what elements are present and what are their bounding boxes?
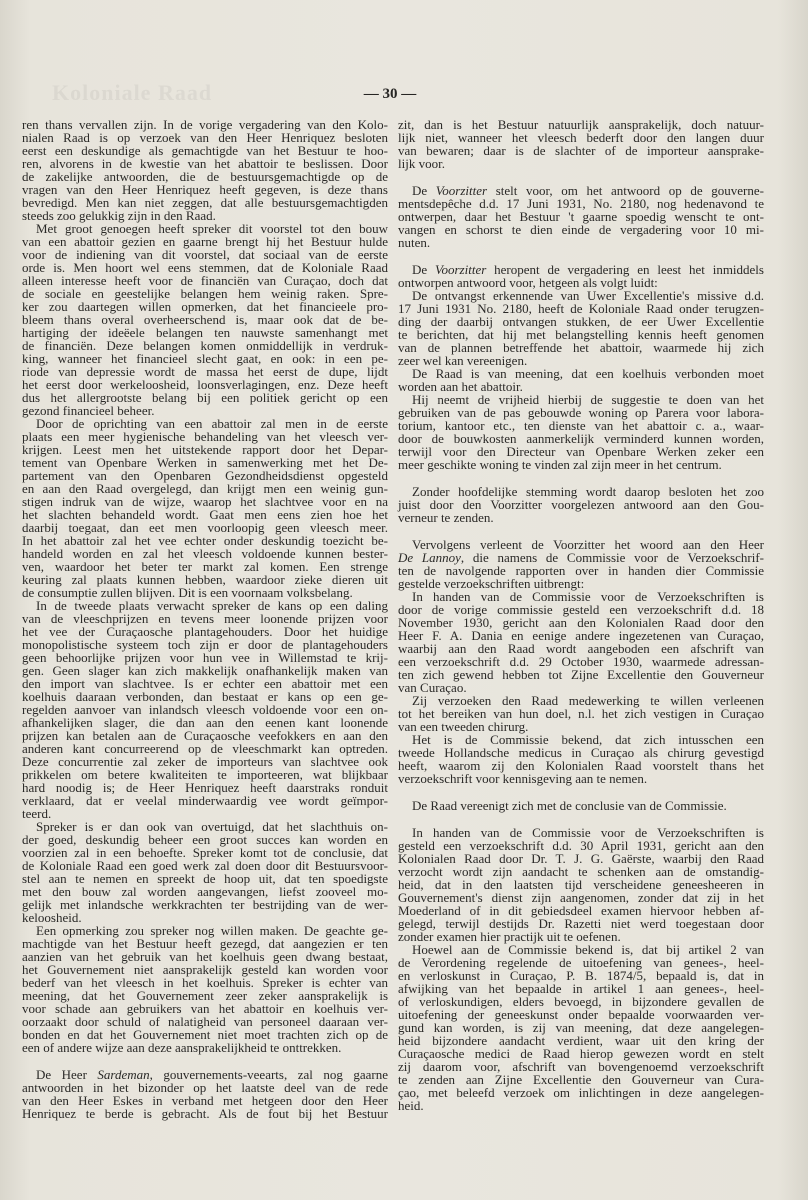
text-line: heeft, waarom zij den Kolonialen Raad voorstelt thans het (398, 758, 764, 773)
text-line: orde is. Men hoort wel eens stemmen, dat de Koloniale Raad (22, 260, 388, 275)
paragraph (398, 118, 764, 170)
text-line: door de bouwkosten aanmerkelijk verminderd kunnen worden, (398, 431, 764, 446)
text-line: bonden en dat het Gouvernement niet moet trachten zich op de (22, 1027, 388, 1042)
text-line: en aan den Raad overgelegd, dan krijgt men een weinig gun- (22, 481, 388, 496)
italic-name: De Lannoy (398, 550, 461, 565)
text-segment: stelt voor, om het antwoord op de gouverne- (487, 183, 764, 198)
text-line: gestelde verzoekschriften uitbrengt: (398, 576, 585, 591)
text-block (398, 799, 764, 812)
text-line: gebruiken van de pas gebouwde woning op Parera voor labora- (398, 405, 764, 420)
text-line: het slachten behandeld wordt. Gaat men eens zien hoe het (22, 507, 388, 522)
text-line: tot het bereiken van hun doel, n.l. het zich vestigen in Curaçao (398, 706, 764, 721)
text-line: geen behoorlijke prijzen voor hun vee in Willemstad te krij- (22, 650, 388, 665)
text-line: heid. (398, 1098, 424, 1113)
text-line: prijzen kan betalen aan de Curaçaosche veefokkers en aan den (22, 728, 388, 743)
text-line: gelijk met inlandsche werkkrachten ter bestrijding van de wer- (22, 897, 388, 912)
text-line: partement van den Openbaren Gezondheidsdienst opgesteld (22, 468, 388, 483)
text-line: anderen kant concurreerend op de vleeschmarkt kan optreden. (22, 741, 388, 756)
text-line: ker zou daartegen willen opmerken, dat het financieele pro- (22, 299, 388, 314)
text-line: hartiging der ideëele belangen ten nauwste samenhangt met (22, 325, 388, 340)
text-line: van den Heer Eskes in verband met hetgeen door den Heer (22, 1093, 388, 1108)
italic-name: Voorzitter (435, 262, 487, 277)
text-line: heid bijzondere aandacht verdient, waar uit den kring der (398, 1033, 764, 1048)
text-line: handeld worden en zal het vleesch voldoende kunnen bester- (22, 546, 388, 561)
text-line: Hij neemt de vrijheid hierbij de suggestie te doen van het (412, 392, 764, 407)
text-line: prikkelen om betere kwaliteiten te importeeren, wat blijkbaar (22, 767, 388, 782)
text-line: of verloskundigen, elders bevoegd, in bijzondere gevallen de (398, 994, 764, 1009)
text-line: November 1930, gericht aan den Kolonialen Raad door den (398, 615, 764, 630)
text-line: ontworpen antwoord voor, hetgeen als volgt luidt: (398, 275, 658, 290)
text-line: Gouvernement's dienst zijn aangenomen, zonder dat zij in het (398, 890, 764, 905)
text-line: uitoefening der geneeskunst onder bepaalde voorwaarden ver- (398, 1007, 764, 1022)
text-block (22, 1068, 388, 1120)
text-line: steeds zoo gelukkig zijn in den Raad. (22, 208, 216, 223)
text-line: voor de indiening van dit voorstel, dat sociaal van de eerste (22, 247, 388, 262)
text-line: ren thans vervallen zijn. In de vorige vergadering van den Kolo- (22, 117, 388, 132)
text-line: vangen en schorst te dien einde de vergadering voor 10 mi- (398, 222, 764, 237)
text-line: de consumptie zullen blijven. Dit is een voornaam volksbelang. (22, 585, 353, 600)
text-line: verzocht wordt zijn aandacht te schenken aan de omstandig- (398, 864, 764, 879)
text-line: Vervolgens verleent de Voorzitter het woord aan den Heer (412, 537, 764, 552)
text-line: daarbij toegaat, dan eet men voorloopig geen vleesch meer. (22, 520, 388, 535)
paragraph (398, 590, 764, 694)
text-line: antwoorden in het bizonder op het laatste deel van de rede (22, 1080, 388, 1095)
text-line: ren, alvorens in de kwestie van het abattoir te beslissen. Door (22, 156, 388, 171)
text-line: zij daarom voor, afschrift van bovengenoemd verzoekschrift (398, 1059, 764, 1074)
paragraph (398, 289, 764, 367)
left-column (22, 118, 388, 1120)
text-line: ding der daarbij ontvangen stukken, de eer Uwer Excellentie (398, 314, 764, 329)
text-line: stel aan te nemen en spreekt de hoop uit, dat ten spoedigste (22, 871, 388, 886)
text-line: riode van depressie wordt de massa het eerst de dupe, lijdt (22, 364, 388, 379)
text-line: een verzoekschrift d.d. 29 October 1930, waarmede adressan- (398, 654, 764, 669)
text-line: het vee der Curaçaosche plantagehouders. Door het huidige (22, 624, 388, 639)
text-line: juist door den Voorzitter voorgelezen antwoord aan den Gou- (398, 497, 764, 512)
text-line: Kolonialen Raad door Dr. T. J. G. Gaërste, waarbij den Raad (398, 851, 764, 866)
text-line: gesteld een verzoekschrift d.d. 30 April 1931, gericht aan den (398, 838, 764, 853)
text-line: een of andere wijze aan deze aansprakelijkheid te onttrekken. (22, 1040, 342, 1055)
text-line: gezond financieel beheer. (22, 403, 155, 418)
paragraph (398, 263, 764, 289)
text-line: keuring zal plaats kunnen hebben, waardoor zieke dieren uit (22, 572, 388, 587)
text-line: In de tweede plaats verwacht spreker de kans op een daling (36, 598, 388, 613)
text-line: der goed, deskundig beheer een groot succes kan worden en (22, 832, 388, 847)
text-block (398, 826, 764, 1112)
text-line: gen. Geen slager kan zich makkelijk onafhankelijk maken van (22, 663, 388, 678)
ghost-header: Koloniale Raad (52, 80, 213, 105)
text-line: Het is de Commissie bekend, dat zich intusschen een (412, 732, 764, 747)
text-line: door de vorige commissie gesteld een verzoekschrift d.d. 18 (398, 602, 764, 617)
text-line: oorzaakt door schuld of nalatigheid van personeel daaraan ver- (22, 1014, 388, 1029)
text-line: Curaçaosche medici de Raad hierop gewezen wordt en stelt (398, 1046, 764, 1061)
text-line: worden aan het abattoir. (398, 379, 523, 394)
text-segment: , gouvernements-veearts, zal nog gaarne (149, 1067, 388, 1082)
text-line: plaats een meer hygienische behandeling van het vleesch ver- (22, 429, 388, 444)
text-line: gund kan worden, is zij van meening, dat deze aangelegen- (398, 1020, 764, 1035)
paragraph (22, 1068, 388, 1120)
text-segment: , die namens de Commissie voor de Verzoekschrif- (460, 550, 764, 565)
paragraph (398, 485, 764, 524)
text-line: de zakelijke antwoorden, die de bestuursgemachtigde op de (22, 169, 388, 184)
text-line: ten de navolgende rapporten over in handen dier Commissie (398, 563, 764, 578)
paragraph (398, 393, 764, 471)
text-line: Een opmerking zou spreker nog willen maken. De geachte ge- (36, 923, 388, 938)
text-line: In handen van de Commissie voor de Verzoekschriften is (412, 589, 764, 604)
text-line: tweede Hollandsche medicus in Curaçao als chirurg gevestigd (398, 745, 764, 760)
paragraph (398, 694, 764, 733)
italic-name: Sardeman (97, 1067, 150, 1082)
text-line: ten zich gewend hebben tot Zijne Excellentie den Gouverneur (398, 667, 764, 682)
text-line: In het abattoir zal het vee echter onder deskundig toezicht be- (22, 533, 388, 548)
text-line: lijk niet, wanneer het vleesch bederft door den langen duur (398, 130, 764, 145)
text-line: meer geschikte woning te vinden zal zijn meer in het centrum. (398, 457, 722, 472)
text-line: eerst een deskundige als gemachtigde van het Bestuur te hoo- (22, 143, 388, 158)
text-line: Moederland of in dit gebiedsdeel examen hiervoor hebben af- (398, 903, 764, 918)
text-line: Henriquez te berde is gebracht. Als de fout bij het Bestuur (22, 1106, 388, 1121)
text-line: hard noodig is; de Heer Henriquez heeft daarstraks ronduit (22, 780, 388, 795)
text-line: nuten. (398, 235, 431, 250)
paragraph (398, 367, 764, 393)
paragraph (22, 924, 388, 1054)
text-line: verklaard, dat er veelal minderwaardig vee wordt geïmpor- (22, 793, 388, 808)
text-line: van de vleeschprijzen en tevens meer loonende prijzen voor (22, 611, 388, 626)
paragraph (398, 799, 764, 812)
right-column (398, 118, 764, 1112)
text-line: van Curaçao. (398, 680, 467, 695)
text-line: de financiën. Deze belangen komen onmiddellijk in verdruk- (22, 338, 388, 353)
text-line: Zij verzoeken den Raad medewerking te willen verleenen (412, 693, 764, 708)
text-line: Door de oprichting van een abattoir zal men in de eerste (36, 416, 388, 431)
text-line: zit, dan is het Bestuur natuurlijk aansprakelijk, doch natuur- (398, 117, 764, 132)
text-line: nialen Raad is op verzoek van den Heer Henriquez besloten (22, 130, 388, 145)
text-block (398, 263, 764, 471)
text-line: zeer wel kan vereenigen. (398, 353, 528, 368)
text-line: te berichten, dat hij met belangstelling kennis heeft genomen (398, 327, 764, 342)
text-line: bevredigd. Men kan niet zeggen, dat alle bestuursgemachtigden (22, 195, 388, 210)
text-line: vragen van den Heer Henriquez heeft gegeven, is deze thans (22, 182, 388, 197)
text-line: king, wanneer het financieel slecht gaat, en ook: in een pe- (22, 351, 388, 366)
text-line: ontwerpen, daar het Bestuur 't gaarne spoedig wenscht te ont- (398, 209, 764, 224)
text-line: van bewaren; daar is de slachter of de importeur aansprake- (398, 143, 764, 158)
text-line: mentsdepêche d.d. 17 Juni 1931, No. 2180, nog hedenavond te (398, 196, 764, 211)
text-line: In handen van de Commissie voor de Verzoekschriften is (412, 825, 764, 840)
text-line: heid, dat in den laatsten tijd verscheidene geneesheeren in (398, 877, 764, 892)
text-line: çao, met beleefd verzoek om inlichtingen in deze aangelegen- (398, 1085, 764, 1100)
page-number: — 30 — (363, 86, 417, 102)
text-line: stigen indruk van de wijze, waarop het slachtvee voor en na (22, 494, 388, 509)
text-line: machtigde van het Bestuur heeft gezegd, dat aangezien er ten (22, 936, 388, 951)
text-line: zonder examen hier practijk uit te oefenen. (398, 929, 621, 944)
text-line: het eerst door werkeloosheid, loonsverlagingen, enz. Deze heeft (22, 377, 388, 392)
text-line: Deze concurrentie zal zeker de importeurs van slachtvee ook (22, 754, 388, 769)
text-line: 17 Juni 1931 No. 2180, heeft de Koloniale Raad onder terugzen- (398, 301, 764, 316)
text-segment: De (412, 262, 435, 277)
text-line: terwijl voor den Directeur van Openbare Werken zeker een (398, 444, 764, 459)
text-line: van de plannen betreffende het abattoir, waarmede hij zich (398, 340, 764, 355)
paragraph (398, 943, 764, 1112)
text-line: gelegd, terwijl destijds Dr. Razetti niet werd toegestaan door (398, 916, 764, 931)
text-line: meening, dat het Gouvernement zeer zeker aansprakelijk is (22, 988, 388, 1003)
text-line: tement van Openbare Werken in samenwerking met het De- (22, 455, 388, 470)
text-block (398, 485, 764, 524)
text-line: met den bouw zal worden aangevangen, liefst zooveel mo- (22, 884, 388, 899)
text-line: dus het allergrootste belang bij een politiek gericht op een (22, 390, 388, 405)
text-line: De ontvangst erkennende van Uwer Excellentie's missive d.d. (412, 288, 764, 303)
text-line: bleem thans overal overheerschend is, maar ook dat de be- (22, 312, 388, 327)
text-line: aanzien van het gebruik van het koelhuis geen dwang bestaat, (22, 949, 388, 964)
text-line: monopolistische systeem toch zijn er door de plantagehouders (22, 637, 388, 652)
text-line: afwijking van het bepaalde in artikel 1 aan genees-, heel- (398, 981, 764, 996)
text-block (398, 184, 764, 249)
text-segment: De (412, 183, 436, 198)
text-line: voor schade aan gebruikers van het abattoir en koelhuis ver- (22, 1001, 388, 1016)
paragraph (22, 222, 388, 417)
text-line: verneur te zenden. (398, 510, 494, 525)
text-line: verzoekschrift voor kennisgeving aan te nemen. (398, 771, 648, 786)
text-line: den import van slachtvee. Is er echter een abattoir met een (22, 676, 388, 691)
text-line: bederf van het vleesch in het koelhuis. Spreker is echter van (22, 975, 388, 990)
text-line: Met groot genoegen heeft spreker dit voorstel tot den bouw (36, 221, 388, 236)
text-line: te zenden aan Zijne Excellentie den Gouverneur van Cura- (398, 1072, 764, 1087)
text-line: Spreker is er dan ook van overtuigd, dat het slachthuis on- (36, 819, 388, 834)
text-line: en verloskunst in Curaçao, P. B. 1874/5, bepaald is, dat in (398, 968, 764, 983)
text-block (398, 538, 764, 785)
text-line: het Gouvernement niet aansprakelijk gesteld kan worden voor (22, 962, 388, 977)
paragraph (398, 733, 764, 785)
text-line: torium, kantoor etc., ten dienste van het abattoir c. a., waar- (398, 418, 764, 433)
text-line: de sociale en geestelijke belangen hem weinig raken. Spre- (22, 286, 388, 301)
text-line: Heer F. A. Dania en eenige andere ingezetenen van Curaçao, (398, 628, 764, 643)
paragraph (22, 599, 388, 820)
text-line: keloosheid. (22, 910, 82, 925)
text-line: De Raad is van meening, dat een koelhuis verbonden moet (412, 366, 764, 381)
text-line: de Koloniale Raad een goed werk zal doen door dit Bestuursvoor- (22, 858, 388, 873)
italic-name: Voorzitter (435, 183, 488, 198)
text-line: lijk voor. (398, 156, 445, 171)
text-block (22, 118, 388, 1054)
text-segment: De Heer (36, 1067, 98, 1082)
text-segment: heropent de vergadering en leest het inmiddels (486, 262, 764, 277)
text-line: de Verordening regelende de uitoefening van genees-, heel- (398, 955, 764, 970)
text-line: waarbij aan den Raad wordt aangeboden een afschrift van (398, 641, 764, 656)
text-line: alleen interesse heeft voor de financiën van Curaçao, doch dat (22, 273, 388, 288)
paragraph (22, 118, 388, 222)
text-line: regelden aanvoer van inlandsch vleesch voldoende voor een on- (22, 702, 388, 717)
paragraph (22, 820, 388, 924)
text-line: ven, waardoor het beter ter markt zal komen. Een strenge (22, 559, 388, 574)
text-line: krijgen. Leest men het uitstekende rapport door het Depar- (22, 442, 388, 457)
paragraph (398, 184, 764, 249)
text-line: van een abattoir gezien en gaarne brengt hij het Bestuur hulde (22, 234, 388, 249)
text-line: teerd. (22, 806, 52, 821)
text-line: koelhuis daaraan verbonden, dan bestaat er kans op een ge- (22, 689, 388, 704)
text-block (398, 118, 764, 170)
paragraph (398, 826, 764, 943)
paragraph (22, 417, 388, 599)
text-line: De Raad vereenigt zich met de conclusie van de Commissie. (412, 798, 727, 813)
text-line: Hoewel aan de Commissie bekend is, dat bij artikel 2 van (412, 942, 764, 957)
paragraph (398, 538, 764, 590)
text-line: afhankelijken slager, die dan aan den eenen kant loonende (22, 715, 388, 730)
text-line: van een tweeden chirurg. (398, 719, 529, 734)
text-line: voorzien zal in een behoefte. Spreker komt tot de conclusie, dat (22, 845, 388, 860)
text-line: Zonder hoofdelijke stemming wordt daarop besloten het zoo (412, 484, 764, 499)
